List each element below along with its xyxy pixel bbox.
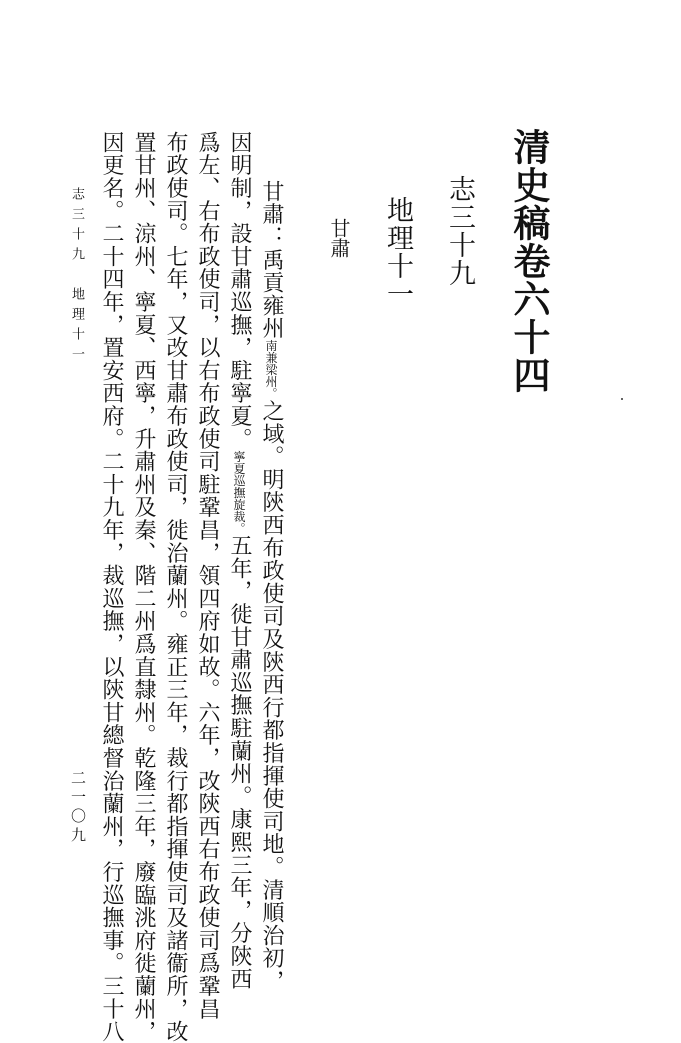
column-text: 因更名。二十四年，置安西府。二十九年，裁巡撫，以陝甘總督治蘭州，行巡撫事。三十八 — [99, 131, 124, 1043]
scan-speck — [621, 398, 623, 400]
running-header: 志三十九 地理十一 — [69, 187, 84, 367]
column-text: 之域。明陝西布政使司及陝西行都指揮使司地。清順治初， — [259, 399, 284, 993]
text-column-3 — [196, 131, 218, 1020]
column-text: 因明制，設甘肅巡撫，駐寧夏。 — [227, 131, 252, 451]
text-column-6 — [100, 131, 122, 1043]
column-text: 爲左、右布政使司，以右布政使司駐鞏昌，領四府如故。六年，改陝西右布政使司爲鞏昌 — [195, 131, 220, 1021]
column-text: 置甘州、涼州、寧夏、西寧，升肅州及秦、階二州爲直隸州。乾隆三年，廢臨洮府徙蘭州， — [131, 131, 156, 1043]
column-text: 甘肅：禹貢雍州 — [259, 180, 284, 340]
text-column-5 — [132, 131, 154, 1043]
text-column-2 — [228, 131, 250, 990]
province-heading: 甘肅 — [327, 218, 351, 258]
column-text: 布政使司。七年，又改甘肅布政使司，徙治蘭州。雍正三年，裁行都指揮使司及諸衞所，改 — [163, 131, 188, 1043]
text-column-4 — [164, 131, 186, 1043]
inline-annotation: 南兼梁州。 — [264, 339, 278, 400]
text-column-1 — [260, 180, 282, 992]
inline-annotation: 寧夏巡撫旋裁。 — [232, 450, 246, 535]
page-number: 二一〇九 — [69, 770, 87, 846]
volume-heading: 志三十九 — [444, 175, 475, 287]
page-title: 清史稿卷六十四 — [507, 128, 551, 394]
section-heading: 地理十一 — [382, 196, 413, 308]
column-text: 五年，徙甘肅巡撫駐蘭州。康熙三年，分陝西 — [227, 534, 252, 991]
